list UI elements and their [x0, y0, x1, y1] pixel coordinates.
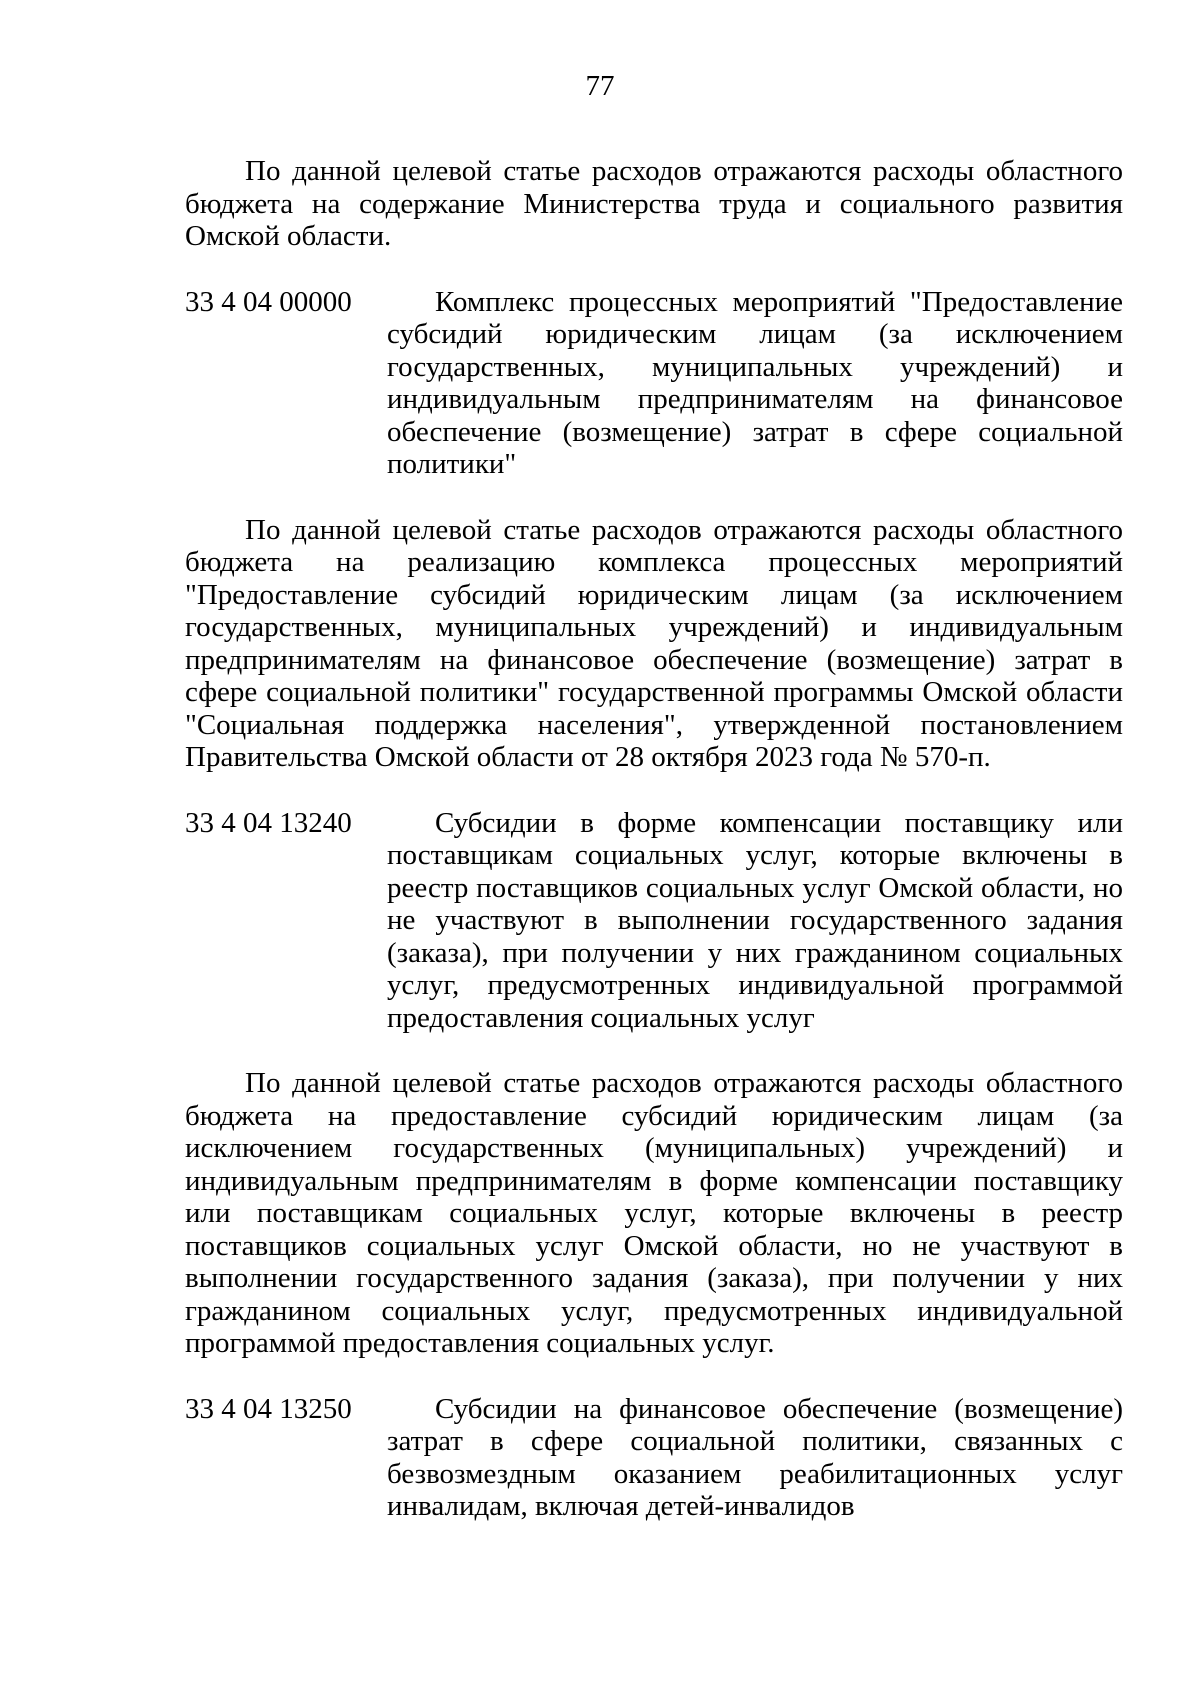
- paragraph-process-complex: По данной целевой статье расходов отражаются расходы областного бюджета на реализацию комплекса процессных мероприятий "Предоставление субсидий юридическим лицам (за исключением государственных, муниципальных учреждений) и индивидуальным предпринимателям на финансовое обеспечение (возмещение) затрат в сфере социальной политики" государственной программы Омской области "Социальная поддержка населения", утвержденной постановлением Правительства Омской области от 28 октября 2023 года № 570-п.: [185, 513, 1123, 773]
- entry-title: Субсидии в форме компенсации поставщику или поставщикам социальных услуг, которые включены в реестр поставщиков социальных услуг Омской области, но не участвуют в выполнении государственного задания (заказа), при получении у них гражданином социальных услуг, предусмотренных индивидуальной программой предоставления социальных услуг: [387, 806, 1123, 1034]
- entry-title: Комплекс процессных мероприятий "Предоставление субсидий юридическим лицам (за исключением государственных, муниципальных учреждений) и индивидуальным предпринимателям на финансовое обеспечение (возмещение) затрат в сфере социальной политики": [387, 285, 1123, 480]
- entry-code: 33 4 04 13240: [185, 806, 352, 839]
- document-body: [185, 155, 1123, 1556]
- paragraph-compensation-subsidies: По данной целевой статье расходов отражаются расходы областного бюджета на предоставление субсидий юридическим лицам (за исключением государственных (муниципальных) учреждений) и индивидуальным предпринимателям в форме компенсации поставщику или поставщикам социальных услуг, которые включены в реестр поставщиков социальных услуг Омской области, но не участвуют в выполнении государственного задания (заказа), при получении у них гражданином социальных услуг, предусмотренных индивидуальной программой предоставления социальных услуг.: [185, 1067, 1123, 1359]
- entry-code: 33 4 04 00000: [185, 285, 352, 318]
- page-number: 77: [585, 70, 615, 102]
- budget-entry-33-4-04-13250: [185, 1393, 1123, 1523]
- budget-entry-33-4-04-13240: [185, 807, 1123, 1035]
- paragraph-ministry-maintenance: По данной целевой статье расходов отражаются расходы областного бюджета на содержание Министерства труда и социального развития Омской области.: [185, 155, 1123, 252]
- budget-entry-33-4-04-00000: [185, 286, 1123, 481]
- entry-code: 33 4 04 13250: [185, 1392, 352, 1425]
- entry-title: Субсидии на финансовое обеспечение (возмещение) затрат в сфере социальной политики, связанных с безвозмездным оказанием реабилитационных услуг инвалидам, включая детей-инвалидов: [387, 1392, 1123, 1522]
